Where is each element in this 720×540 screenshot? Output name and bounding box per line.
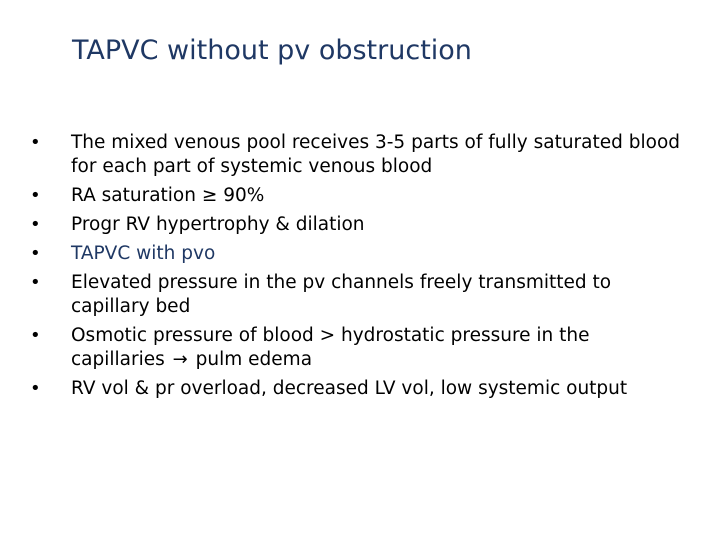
slide-title: TAPVC without pv obstruction bbox=[72, 35, 472, 66]
bullet-text: pulm edema bbox=[195, 349, 313, 370]
bullet-item bbox=[30, 131, 680, 179]
bullet-item bbox=[30, 213, 680, 237]
bullet-item bbox=[30, 324, 680, 372]
bullet-item bbox=[30, 184, 680, 208]
bullet-text: Elevated pressure in the pv channels freely transmitted to capillary bed bbox=[71, 272, 612, 317]
bullet-text: Progr RV hypertrophy & dilation bbox=[71, 214, 365, 235]
bullet-item bbox=[30, 242, 680, 266]
bullet-dot-icon: • bbox=[30, 243, 41, 264]
bullet-dot-icon: • bbox=[30, 272, 41, 293]
bullet-dot-icon: • bbox=[30, 185, 41, 206]
bullet-dot-icon: • bbox=[30, 378, 41, 399]
bullet-item bbox=[30, 271, 680, 319]
bullet-dot-icon: • bbox=[30, 132, 41, 153]
bullet-text: RV vol & pr overload, decreased LV vol, low systemic output bbox=[71, 378, 628, 399]
bullet-text: RA saturation ≥ 90% bbox=[71, 185, 265, 206]
bullet-text: The mixed venous pool receives 3-5 parts of fully saturated blood for each part of systemic venous blood bbox=[71, 132, 681, 177]
bullet-list bbox=[30, 131, 680, 401]
bullet-item bbox=[30, 377, 680, 401]
bullet-text: Osmotic pressure of blood > hydrostatic pressure in the capillaries bbox=[71, 325, 590, 370]
bullet-dot-icon: • bbox=[30, 325, 41, 346]
bullet-text: TAPVC with pvo bbox=[71, 243, 216, 264]
bullet-dot-icon: • bbox=[30, 214, 41, 235]
right-arrow-icon: → bbox=[172, 349, 188, 370]
